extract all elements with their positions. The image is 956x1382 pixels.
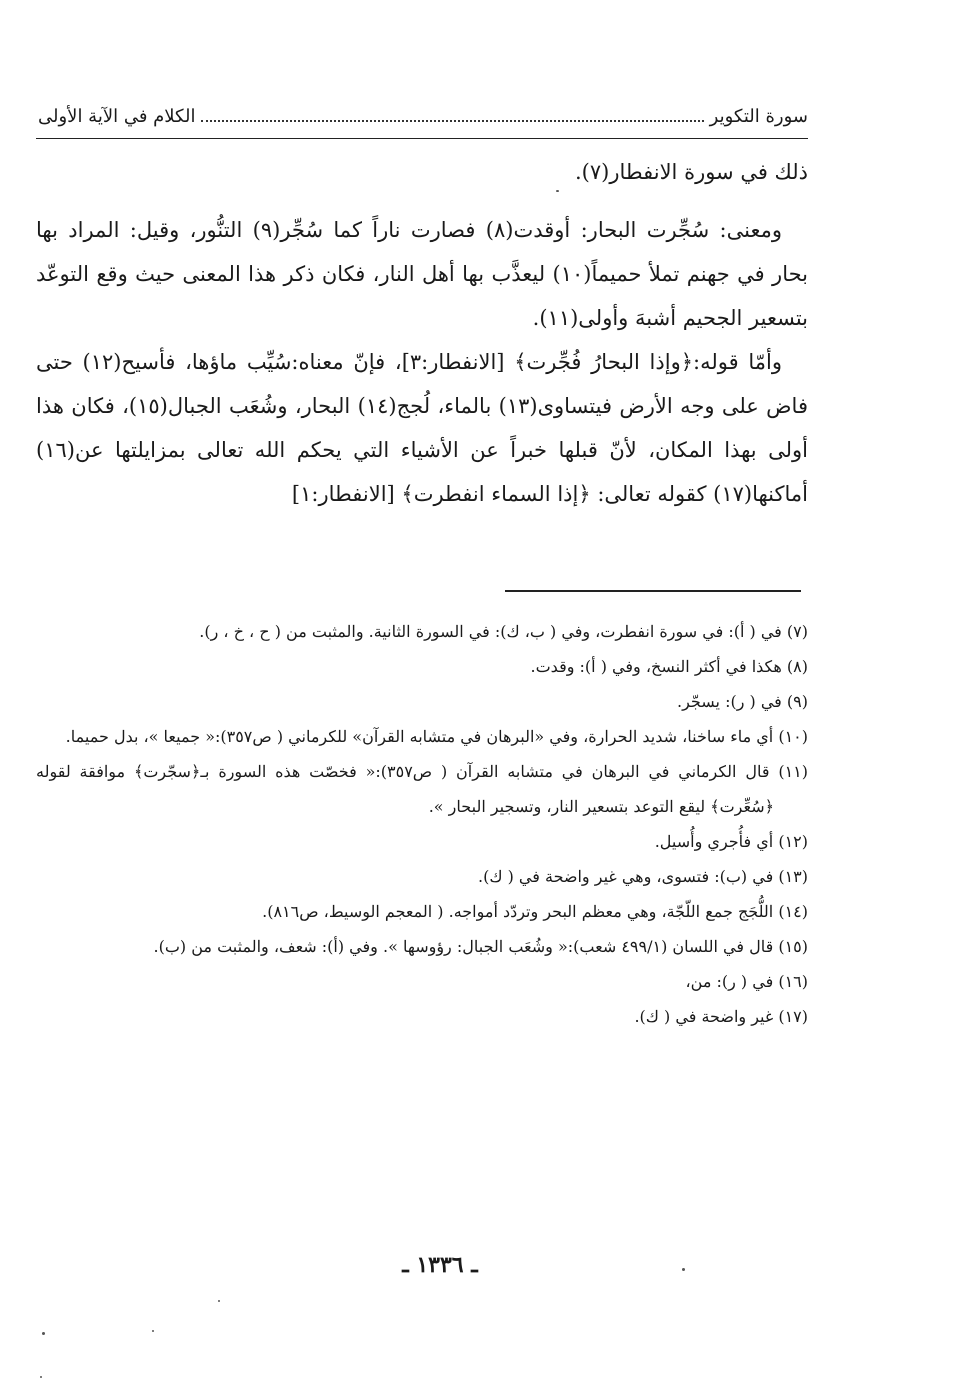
scan-speck <box>40 1376 42 1378</box>
header-rule <box>36 138 808 139</box>
body-paragraph: وأمّا قوله:﴿وإذا البحارُ فُجِّرت﴾ [الانفطار:٣]، فإنّ معناه:سُيِّب ماؤها، فأسيح(١٢) حتى فاض على وجه الأرض فيتساوى(١٣) بالماء، لُجج(١٤) البحار، وشُعَب الجبال(١٥)، فكان هذا أولى بهذا المكان، لأنّ قبلها خبراً عن الأشياء التي يحكم الله تعالى بمزايلتها عن(١٦) أماكنها(١٧) كقوله تعالى: ﴿إذا السماء انفطرت﴾ [الانفطار:١] <box>36 350 808 506</box>
footnote-item: (١٣) في (ب): فتسوى، وهي غير واضحة في ( ك). <box>477 867 808 886</box>
footnote-item: (١٦) في ( ر): من، <box>685 972 808 991</box>
footnote-item: (١٥) قال في اللسان (٤٩٩/١ شعب):« وشُعَب الجبال: رؤوسها ». وفي (أ): شعف، والمثبت من (ب). <box>153 937 808 956</box>
footnote-item: (٩) في ( ر): يسجّر. <box>677 692 808 711</box>
header-dot-leader <box>201 110 703 122</box>
footnotes <box>36 614 808 1034</box>
footnote-item: (١٤) اللُّجَج جمع اللّجّة، وهي معظم البحر وتردّد أمواجه. ( المعجم الوسيط، ص٨١٦). <box>262 902 808 921</box>
footnote-item: (١٢) أي فأُجري وأُسيل. <box>654 832 808 851</box>
header-topic: الكلام في الآية الأولى <box>38 105 196 127</box>
body-paragraph: ذلك في سورة الانفطار(٧). <box>575 160 808 184</box>
scan-speck <box>682 1268 685 1271</box>
footnote-item: (٨) هكذا في أكثر النسخ، وفي ( أ): وقدت. <box>530 657 808 676</box>
body-paragraph: ومعنى: سُجِّرت البحار: أوقدت(٨) فصارت ناراً كما سُجِّر(٩) التنُّور، وقيل: المراد بها بحار في جهنم تملأ حميماً(١٠) ليعذَّب بها أهل النار، فكان ذكر هذا المعنى حيث وقع التوعّد بتسعير الجحيم أشبهَ وأولى(١١). <box>36 218 808 330</box>
footnote-item: (٧) في ( أ): في سورة انفطرت، وفي ( ب، ك): في السورة الثانية. والمثبت من ( ح ، خ ، ر). <box>199 622 808 641</box>
header-sura-name: سورة التكوير <box>709 105 808 127</box>
scan-speck <box>42 1332 45 1335</box>
footnote-separator <box>505 590 801 592</box>
footnote-item: (١٧) غير واضحة في ( ك). <box>634 1007 808 1026</box>
main-text <box>36 150 808 516</box>
scan-speck <box>218 1300 220 1302</box>
running-header <box>38 96 808 136</box>
scan-speck <box>556 190 559 192</box>
scan-speck <box>152 1330 154 1332</box>
footnote-item: (١٠) أي ماء ساخنا، شديد الحرارة، وفي «البرهان في متشابه القرآن» للكرماني ( ص٣٥٧):« جميعا »، بدل حميما. <box>65 727 808 746</box>
footnote-item: (١١) قال الكرماني في البرهان في متشابه القرآن ( ص٣٥٧):« فخصّت هذه السورة بـ﴿سجّرت﴾ موافقة لقوله ﴿سُعِّرت﴾ ليقع التوعد بتسعير النار، وتسجير البحار ». <box>36 762 808 816</box>
page-number: ـ ١٣٣٦ ـ <box>402 1252 478 1278</box>
